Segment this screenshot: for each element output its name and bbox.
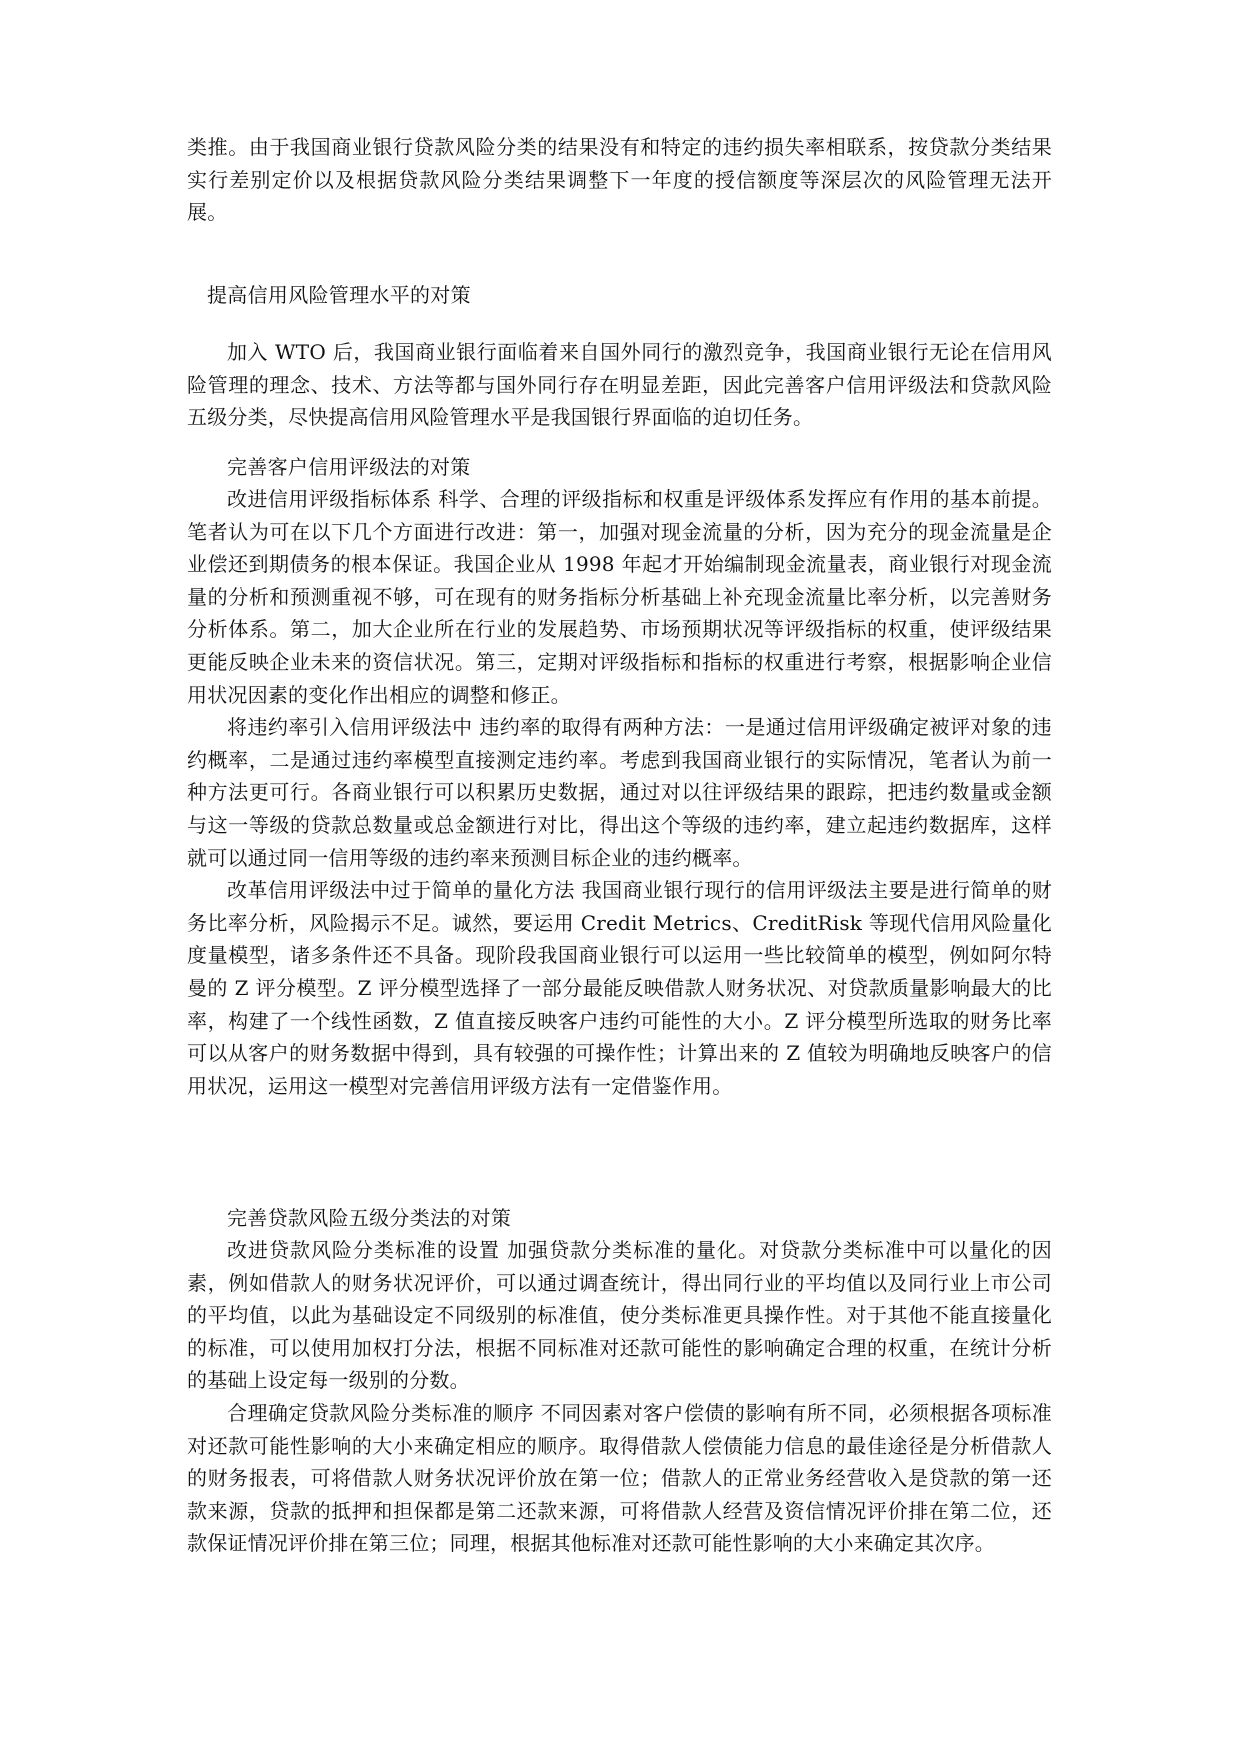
paragraph-rating-indicators: 改进信用评级指标体系 科学、合理的评级指标和权重是评级体系发挥应有作用的基本前提。笔者认为可在以下几个方面进行改进：第一，加强对现金流量的分析，因为充分的现金流量是企业偿还到期债务的根本保证。我国企业从 1998 年起才开始编制现金流量表，商业银行对现金流量的分析和预测重视不够，可在现有的财务指标分析基础上补充现金流量比率分析，以完善财务分析体系。第二，加大企业所在行业的发展趋势、市场预期状况等评级指标的权重，使评级结果更能反映企业未来的资信状况。第三，定期对评级指标和指标的权重进行考察，根据影响企业信用状况因素的变化作出相应的调整和修正。 xyxy=(187,487,1052,707)
subsection-rating-block xyxy=(187,451,1052,1102)
paragraph-wto-block xyxy=(187,336,1052,434)
paragraph-loan-standards: 改进贷款风险分类标准的设置 加强贷款分类标准的量化。对贷款分类标准中可以量化的因素，例如借款人的财务状况评价，可以通过调查统计，得出同行业的平均值以及同行业上市公司的平均值，以此为基础设定不同级别的标准值，使分类标准更具操作性。对于其他不能直接量化的标准，可以使用加权打分法，根据不同标准对还款可能性的影响确定合理的权重，在统计分析的基础上设定每一级别的分数。 xyxy=(187,1238,1052,1393)
subsection-heading-loan: 完善贷款风险五级分类法的对策 xyxy=(227,1206,512,1230)
paragraph-intro: 类推。由于我国商业银行贷款风险分类的结果没有和特定的违约损失率相联系，按贷款分类结果实行差别定价以及根据贷款风险分类结果调整下一年度的授信额度等深层次的风险管理无法开展。 xyxy=(187,135,1052,225)
paragraph-loan-order: 合理确定贷款风险分类标准的顺序 不同因素对客户偿债的影响有所不同，必须根据各项标准对还款可能性影响的大小来确定相应的顺序。取得借款人偿债能力信息的最佳途径是分析借款人的财务报表，可将借款人财务状况评价放在第一位；借款人的正常业务经营收入是贷款的第一还款来源，贷款的抵押和担保都是第二还款来源，可将借款人经营及资信情况评价排在第二位，还款保证情况评价排在第三位；同理，根据其他标准对还款可能性影响的大小来确定其次序。 xyxy=(187,1400,1052,1556)
section-heading-block xyxy=(187,279,1052,311)
paragraph-default-rate: 将违约率引入信用评级法中 违约率的取得有两种方法：一是通过信用评级确定被评对象的违约概率，二是通过违约率模型直接测定违约率。考虑到我国商业银行的实际情况，笔者认为前一种方法更可行。各商业银行可以积累历史数据，通过对以往评级结果的跟踪，把违约数量或金额与这一等级的贷款总数量或总金额进行对比，得出这个等级的违约率，建立起违约数据库，这样就可以通过同一信用等级的违约率来预测目标企业的违约概率。 xyxy=(187,715,1052,870)
section-heading-main: 提高信用风险管理水平的对策 xyxy=(207,283,471,307)
subsection-heading-rating: 完善客户信用评级法的对策 xyxy=(227,455,471,479)
paragraph-wto: 加入 WTO 后，我国商业银行面临着来自国外同行的激烈竞争，我国商业银行无论在信用风险管理的理念、技术、方法等都与国外同行存在明显差距，因此完善客户信用评级法和贷款风险五级分类，尽快提高信用风险管理水平是我国银行界面临的迫切任务。 xyxy=(187,340,1052,430)
subsection-loan-block xyxy=(187,1202,1052,1560)
paragraph-quant-methods: 改革信用评级法中过于简单的量化方法 我国商业银行现行的信用评级法主要是进行简单的财务比率分析，风险揭示不足。诚然，要运用 Credit Metrics、CreditRisk 等现代信用风险量化度量模型，诸多条件还不具备。现阶段我国商业银行可以运用一些比较简单的模型，例如阿尔特曼的 Z 评分模型。Z 评分模型选择了一部分最能反映借款人财务状况、对贷款质量影响最大的比率，构建了一个线性函数，Z 值直接反映客户违约可能性的大小。Z 评分模型所选取的财务比率可以从客户的财务数据中得到，具有较强的可操作性；计算出来的 Z 值较为明确地反映客户的信用状况，运用这一模型对完善信用评级方法有一定借鉴作用。 xyxy=(187,878,1052,1098)
paragraph-intro-block xyxy=(187,131,1052,229)
